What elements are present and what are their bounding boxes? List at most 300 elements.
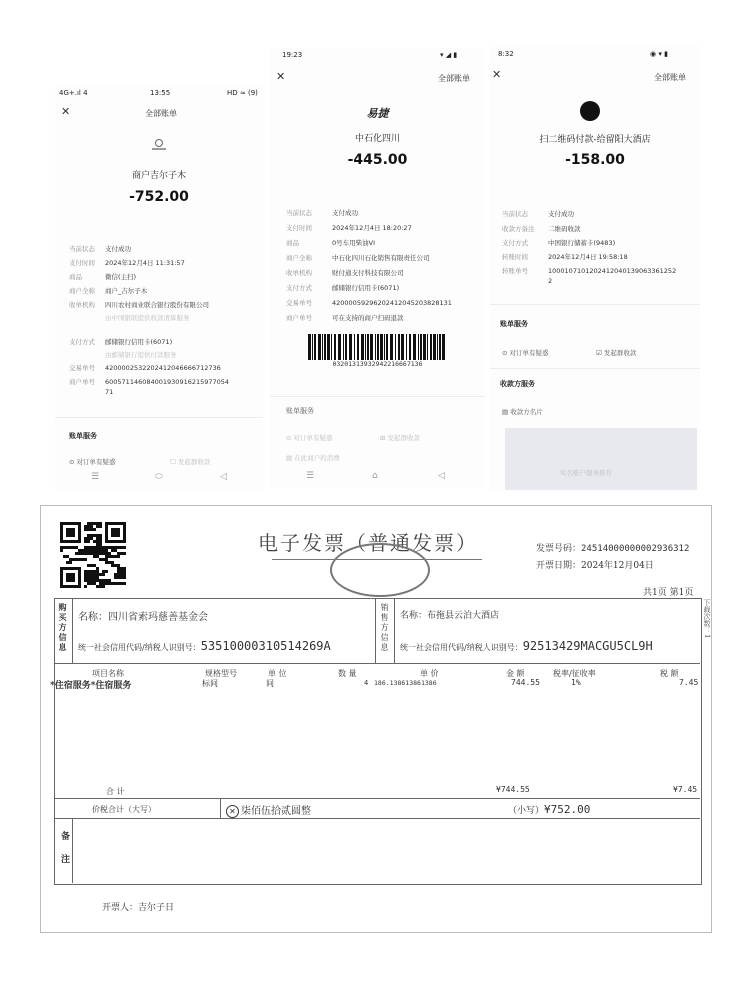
qr-module <box>66 567 69 570</box>
qr-module <box>78 579 81 582</box>
nav-home-icon[interactable]: ⬭ <box>155 472 163 482</box>
qr-module <box>120 546 123 549</box>
ad-text: 实名账户服务推荐 <box>560 469 612 477</box>
barcode-bar <box>437 334 438 360</box>
qr-module <box>123 546 126 549</box>
qr-module <box>60 522 63 525</box>
qr-module <box>72 546 75 549</box>
barcode-bar <box>365 334 366 360</box>
qr-module <box>81 549 84 552</box>
qr-module <box>72 579 75 582</box>
qr-module <box>90 582 93 585</box>
issuer: 开票人：吉尔子日 <box>102 903 175 913</box>
qr-module <box>108 546 111 549</box>
qr-module <box>117 546 120 549</box>
qr-code <box>60 522 126 588</box>
invoice-date: 开票日期：2024年12月04日 <box>536 561 654 571</box>
doubt-order-link[interactable]: ⊙ 对订单有疑惑 <box>286 434 333 442</box>
qr-module <box>87 546 90 549</box>
close-icon[interactable]: ✕ <box>492 68 502 81</box>
x-circle-icon: ✕ <box>226 805 239 818</box>
invoice-title: 电子发票（普通发票） <box>258 531 478 555</box>
qr-module <box>66 528 69 531</box>
qr-module <box>114 522 117 525</box>
qr-module <box>90 576 93 579</box>
buyer-seller-bottom <box>54 663 700 664</box>
detail-row: 当前状态 支付成功 <box>286 209 358 217</box>
question-icon: ⊙ <box>69 458 77 466</box>
qr-module <box>87 549 90 552</box>
qr-module <box>96 540 99 543</box>
qr-module <box>72 528 75 531</box>
qr-module <box>60 531 63 534</box>
acquirer-note: 由中国银联提供收款清算服务 <box>105 314 190 322</box>
qr-module <box>90 579 93 582</box>
qr-module <box>84 570 87 573</box>
nav-home-icon[interactable]: ⌂ <box>372 471 378 481</box>
qr-module <box>123 537 126 540</box>
qr-module <box>99 534 102 537</box>
merchant-history-link[interactable]: ▤ 在此商户的消费 <box>286 454 340 462</box>
qr-module <box>123 582 126 585</box>
qr-module <box>60 546 63 549</box>
qr-module <box>72 522 75 525</box>
qr-module <box>99 582 102 585</box>
group-icon: ☐ <box>170 458 178 466</box>
qr-module <box>84 525 87 528</box>
section-title-bill-service: 账单服务 <box>500 320 528 328</box>
barcode-bar <box>423 334 426 360</box>
detail-row: 当前状态 支付成功 <box>502 210 574 218</box>
qr-module <box>87 579 90 582</box>
qr-module <box>102 579 105 582</box>
qr-module <box>90 552 93 555</box>
buyer-seller-divider <box>375 598 376 663</box>
payment-amount: -445.00 <box>347 152 408 168</box>
detail-row: 支付方式 邮储银行信用卡(6071) <box>69 338 173 346</box>
payee-card-link[interactable]: ▤ 收款方名片 <box>502 408 543 416</box>
question-icon: ⊙ <box>286 434 294 442</box>
qr-module <box>66 576 69 579</box>
qr-module <box>96 537 99 540</box>
qr-module <box>111 540 114 543</box>
qr-module <box>102 573 105 576</box>
qr-module <box>69 573 72 576</box>
qr-module <box>123 552 126 555</box>
qr-module <box>66 573 69 576</box>
qr-module <box>93 546 96 549</box>
remarks-top <box>54 818 700 819</box>
qr-module <box>99 543 102 546</box>
barcode-bar <box>349 334 352 360</box>
qr-module <box>90 570 93 573</box>
barcode-bar <box>418 334 419 360</box>
detail-row: 收单机构 四川农村商业联合银行股份有限公司 <box>69 301 209 309</box>
qr-module <box>66 555 69 558</box>
merchant-avatar <box>580 101 600 121</box>
qr-module <box>93 570 96 573</box>
qr-module <box>117 540 120 543</box>
qr-module <box>96 570 99 573</box>
nav-menu-icon[interactable]: ☰ <box>91 472 100 482</box>
qr-module <box>93 573 96 576</box>
qr-module <box>111 528 114 531</box>
qr-module <box>75 522 78 525</box>
qr-module <box>87 576 90 579</box>
qr-module <box>93 564 96 567</box>
barcode-bar <box>442 334 445 360</box>
qr-module <box>111 546 114 549</box>
qr-module <box>66 522 69 525</box>
qr-module <box>108 552 111 555</box>
grand-total-lower: （小写）¥752.00 <box>508 803 591 816</box>
qr-module <box>72 573 75 576</box>
qr-module <box>117 522 120 525</box>
total-tax: ¥7.45 <box>673 785 698 794</box>
barcode-bar <box>380 334 383 360</box>
invoice-seal <box>330 543 430 597</box>
qr-module <box>99 546 102 549</box>
qr-module <box>78 537 81 540</box>
qr-module <box>84 573 87 576</box>
qr-module <box>120 522 123 525</box>
barcode-bar <box>361 334 364 360</box>
qr-module <box>114 531 117 534</box>
qr-module <box>90 522 93 525</box>
barcode-bar <box>357 334 359 360</box>
qr-module <box>93 582 96 585</box>
qr-module <box>78 525 81 528</box>
barcode-bar <box>343 334 344 360</box>
group-collect-link[interactable]: ⊞ 发起群收款 <box>380 434 421 442</box>
barcode-bar <box>406 334 407 360</box>
total-amount: ¥744.55 <box>496 785 530 794</box>
qr-module <box>102 570 105 573</box>
title-underline <box>272 559 482 560</box>
qr-module <box>117 567 120 570</box>
qr-module <box>78 558 81 561</box>
detail-row: 商品 0号车用柴油VI <box>286 239 375 247</box>
status-bar-right: ▾ ◢ ▮ <box>440 51 458 59</box>
detail-row: 收款方备注 二维码收款 <box>502 225 581 233</box>
qr-module <box>87 582 90 585</box>
qr-module <box>123 573 126 576</box>
merchant-name: 扫二维码付款-给留阳大酒店 <box>539 135 651 145</box>
qr-module <box>60 525 63 528</box>
qr-module <box>108 561 111 564</box>
qr-module <box>117 564 120 567</box>
qr-module <box>72 534 75 537</box>
group-icon: ☑ <box>596 349 604 357</box>
qr-module <box>78 585 81 588</box>
barcode-bar <box>338 334 341 360</box>
list-icon: ▤ <box>286 454 295 462</box>
qr-module <box>117 573 120 576</box>
qr-module <box>123 534 126 537</box>
qr-module <box>84 576 87 579</box>
qr-module <box>69 576 72 579</box>
buyer-tax-id: 统一社会信用代码/纳税人识别号：53510000310514269A <box>78 639 331 653</box>
qr-module <box>120 567 123 570</box>
detail-row: 支付时间 2024年12月4日 18:20:27 <box>286 224 412 232</box>
payment-screenshot-3 <box>490 46 700 491</box>
qr-module <box>75 552 78 555</box>
qr-module <box>120 573 123 576</box>
qr-module <box>96 543 99 546</box>
buyer-label-divider <box>72 598 73 663</box>
status-time: 13:55 <box>150 89 171 97</box>
qr-module <box>69 531 72 534</box>
qr-module <box>111 549 114 552</box>
qr-module <box>66 546 69 549</box>
seller-tax-id: 统一社会信用代码/纳税人识别号：92513429MACGU5CL9H <box>400 639 653 653</box>
barcode-bar <box>308 334 311 360</box>
qr-module <box>114 555 117 558</box>
grand-total-top <box>54 798 700 799</box>
qr-module <box>123 567 126 570</box>
barcode-bar <box>427 334 428 360</box>
qr-module <box>72 558 75 561</box>
qr-module <box>117 576 120 579</box>
qr-module <box>87 573 90 576</box>
qr-module <box>102 582 105 585</box>
nav-menu-icon[interactable]: ☰ <box>306 471 315 481</box>
qr-module <box>75 567 78 570</box>
qr-module <box>60 573 63 576</box>
qr-module <box>78 540 81 543</box>
buyer-side-label: 购买方信息 <box>58 603 68 653</box>
qr-module <box>78 570 81 573</box>
qr-module <box>99 558 102 561</box>
qr-module <box>114 528 117 531</box>
qr-module <box>69 579 72 582</box>
qr-module <box>96 576 99 579</box>
barcode-bar <box>345 334 347 360</box>
qr-module <box>114 534 117 537</box>
doubt-order-link[interactable]: ⊙ 对订单有疑惑 <box>502 349 549 357</box>
barcode-bar <box>322 334 323 360</box>
qr-module <box>84 546 87 549</box>
qr-module <box>87 564 90 567</box>
qr-module <box>78 528 81 531</box>
page-header: 全部账单 <box>654 73 686 82</box>
qr-module <box>90 573 93 576</box>
barcode-bar <box>390 334 393 360</box>
detail-row-tail: 71 <box>105 388 114 396</box>
qr-module <box>72 576 75 579</box>
status-time: 8:32 <box>498 50 514 58</box>
col-header-qty: 数 量 <box>338 669 357 678</box>
status-bar-right: ◉ ▾ ▮ <box>650 50 668 58</box>
qr-module <box>111 531 114 534</box>
qr-module <box>78 552 81 555</box>
qr-module <box>69 546 72 549</box>
qr-module <box>105 540 108 543</box>
qr-module <box>123 576 126 579</box>
qr-module <box>108 582 111 585</box>
nav-back-icon[interactable]: ◁ <box>438 471 445 481</box>
qr-module <box>99 549 102 552</box>
qr-module <box>114 546 117 549</box>
group-collect-link[interactable]: ☐ 发起群收款 <box>170 458 211 466</box>
barcode-bar <box>386 334 388 360</box>
qr-module <box>78 582 81 585</box>
qr-module <box>96 522 99 525</box>
qr-module <box>96 549 99 552</box>
qr-module <box>96 573 99 576</box>
qr-module <box>114 564 117 567</box>
payment-amount: -158.00 <box>565 152 625 168</box>
group-icon: ⊞ <box>380 434 388 442</box>
barcode-bar <box>439 334 441 360</box>
qr-module <box>99 525 102 528</box>
qr-module <box>111 555 114 558</box>
qr-module <box>63 567 66 570</box>
qr-module <box>120 540 123 543</box>
qr-module <box>78 531 81 534</box>
qr-module <box>72 567 75 570</box>
item-amount: 744.55 <box>511 678 540 687</box>
qr-module <box>93 549 96 552</box>
qr-module <box>60 549 63 552</box>
qr-module <box>90 537 93 540</box>
qr-module <box>108 555 111 558</box>
qr-module <box>93 552 96 555</box>
qr-module <box>72 531 75 534</box>
qr-module <box>102 585 105 588</box>
qr-module <box>96 552 99 555</box>
qr-module <box>60 576 63 579</box>
col-header-unit: 单 位 <box>268 669 287 678</box>
qr-module <box>60 537 63 540</box>
qr-module <box>108 540 111 543</box>
qr-module <box>93 579 96 582</box>
qr-module <box>69 561 72 564</box>
qr-module <box>117 582 120 585</box>
remarks-label: 备注 <box>59 831 69 877</box>
qr-module <box>105 525 108 528</box>
qr-module <box>105 579 108 582</box>
detail-row: 交易单号 4200005929620241204520382813​1 <box>286 299 452 307</box>
barcode-bar <box>370 334 373 360</box>
qr-module <box>111 564 114 567</box>
barcode-bar <box>327 334 330 360</box>
qr-module <box>90 528 93 531</box>
qr-module <box>75 585 78 588</box>
qr-module <box>105 561 108 564</box>
detail-row: 商户全称 商户_吉尔子木 <box>69 287 148 295</box>
detail-row: 支付方式 邮储银行信用卡(6071) <box>286 284 400 292</box>
detail-row: 商户单号 可在支持的商户扫码退款 <box>286 314 404 322</box>
group-collect-link[interactable]: ☑ 发起群收款 <box>596 349 637 357</box>
brand-logo: 易捷 <box>366 107 389 120</box>
detail-row: 支付方式 中国银行储蓄卡(9483) <box>502 239 616 247</box>
qr-module <box>96 546 99 549</box>
barcode-bar <box>377 334 379 360</box>
doubt-order-link[interactable]: ⊙ 对订单有疑惑 <box>69 458 116 466</box>
qr-module <box>84 537 87 540</box>
qr-module <box>123 525 126 528</box>
grand-total-upper: ✕ 柒佰伍拾贰圆整 <box>226 802 311 818</box>
barcode-bar <box>413 334 416 360</box>
barcode-bar <box>409 334 411 360</box>
qr-module <box>117 570 120 573</box>
divider <box>490 304 700 305</box>
seller-name: 名称：布拖县云泊大酒店 <box>400 611 500 621</box>
qr-module <box>72 540 75 543</box>
qr-module <box>99 540 102 543</box>
qr-module <box>105 531 108 534</box>
grand-total-label: 价税合计（大写） <box>92 805 156 814</box>
page-header: 全部账单 <box>145 109 177 118</box>
qr-module <box>87 570 90 573</box>
qr-module <box>123 528 126 531</box>
qr-module <box>78 576 81 579</box>
qr-module <box>102 552 105 555</box>
qr-module <box>66 585 69 588</box>
col-header-item: 项目名称 <box>92 669 124 678</box>
merchant-logo <box>150 138 168 152</box>
section-title-bill-service: 账单服务 <box>286 407 314 415</box>
qr-module <box>96 555 99 558</box>
qr-module <box>81 552 84 555</box>
merchant-name: 商户吉尔子木 <box>131 171 186 181</box>
qr-module <box>102 549 105 552</box>
detail-row: 商品 微信(主扫) <box>69 273 137 281</box>
qr-module <box>120 570 123 573</box>
question-icon: ⊙ <box>502 349 510 357</box>
divider <box>270 396 485 397</box>
detail-row: 转账时间 2024年12月4日 19:58:18 <box>502 253 628 261</box>
qr-module <box>72 585 75 588</box>
qr-module <box>105 528 108 531</box>
qr-module <box>105 570 108 573</box>
ad-banner[interactable] <box>505 428 697 490</box>
divider <box>490 368 700 369</box>
qr-module <box>123 570 126 573</box>
qr-module <box>69 540 72 543</box>
qr-module <box>84 579 87 582</box>
col-header-price: 单 价 <box>420 669 439 678</box>
barcode-bar <box>314 334 316 360</box>
total-label: 合 计 <box>106 787 125 796</box>
qr-module <box>114 549 117 552</box>
detail-row: 转账单号 100010710120241204013906336125​2 <box>502 267 677 275</box>
qr-module <box>60 585 63 588</box>
barcode-bar <box>420 334 422 360</box>
qr-module <box>96 579 99 582</box>
item-spec: 标间 <box>202 679 218 688</box>
close-icon[interactable]: ✕ <box>276 70 286 83</box>
qr-module <box>96 534 99 537</box>
qr-module <box>123 540 126 543</box>
qr-module <box>99 573 102 576</box>
page-header: 全部账单 <box>438 74 470 83</box>
barcode-bar <box>430 334 432 360</box>
qr-module <box>93 540 96 543</box>
qr-module <box>111 522 114 525</box>
qr-module <box>114 582 117 585</box>
nav-back-icon[interactable]: ◁ <box>220 472 227 482</box>
close-icon[interactable]: ✕ <box>61 105 71 118</box>
qr-module <box>60 528 63 531</box>
qr-module <box>117 555 120 558</box>
seller-side-label: 销售方信息 <box>380 603 389 653</box>
qr-module <box>90 549 93 552</box>
qr-module <box>87 537 90 540</box>
qr-module <box>78 522 81 525</box>
qr-module <box>87 528 90 531</box>
